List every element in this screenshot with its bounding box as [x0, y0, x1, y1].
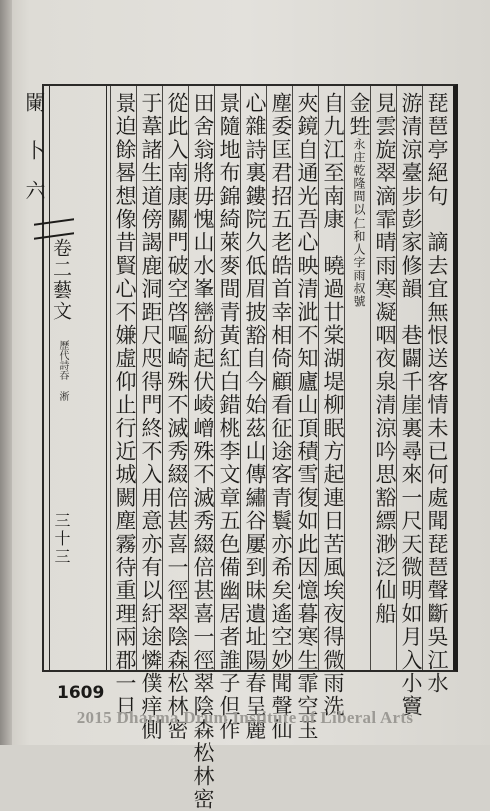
text-column-6: 夾鏡自通光吾心映清泚不知廬山頂積雪復如此因憶暮寒生霏空玉: [295, 92, 319, 742]
text-column-13: 景迫餘晷想像昔賢心不嫌虛仰止行近城闕塵霧待重理兩郡一日: [113, 92, 137, 719]
annotation-line-1: 仁和人字雨叔號: [352, 217, 366, 309]
fold-column: [66, 84, 107, 672]
author-name: 金甡: [347, 92, 371, 139]
fold-section-title: 卷二藝文: [50, 238, 72, 322]
text-column-8: 心雜詩裏鏤院久低眉披豁自今始茲山傳繡谷屢到昧遺址陽春呈麗: [243, 92, 267, 742]
text-column-9: 景隨地布錦綺萊麥間青黃紅白錯桃李文章五色備幽居者誰子但作: [217, 92, 241, 742]
text-column-3: 見雲旋翠滴霏晴雨寒凝咽夜泉清涼吟思豁縹渺泛仙船: [373, 92, 397, 626]
watermark: 2015 Dharma Drum Institute of Liberal Arts: [76, 708, 414, 727]
text-column-4-author: [346, 92, 372, 652]
fold-top-char: 䦨: [22, 92, 46, 114]
text-column-2: 游清涼臺步彭家修韻 巷闢千崖裏尋來一尺天微明如月入小竇: [399, 92, 423, 719]
text-column-10: 田舍翁將毋愧山水峯巒紛起伏崚嶒殊不滅秀綴倍甚喜一徑翠陰森松林密: [191, 92, 215, 811]
text-column-12: 于葦諸生道傍謁鹿洞距尺咫得門終不入用意亦有以紆途憐僕痒側: [139, 92, 163, 742]
fold-divider: [49, 84, 50, 672]
text-column-7: 塵委匡君招五老皓首幸相倚顧看征途客青鬟亦希矣遙空妙聞聲仙: [269, 92, 293, 742]
text-column-5: 自九江至南康 曉過廿棠湖堤柳眠方起連日苦風埃夜得微雨洗: [321, 92, 345, 719]
fold-leaf-number: 三十三: [52, 512, 71, 566]
fold-mid-char-1: 卜: [22, 140, 46, 162]
annotation-line-2: 永庄乾隆間以: [352, 138, 366, 217]
author-annotation: [353, 138, 365, 308]
fold-subtitle: 歷代詩吞 淅: [57, 340, 68, 401]
fold-mid-char-2: 六: [22, 180, 46, 202]
book-binding-shadow: [0, 0, 12, 745]
column-rule: [110, 86, 111, 670]
text-column-1: 琵琶亭絕句 謫去宜無恨送客情未已何處聞琵琶聲斷吳江水: [425, 92, 449, 696]
text-column-11: 從此入南康關門破空啓嘔崎殊不滅秀綴倍甚喜一徑翠陰森松林密: [165, 92, 189, 742]
page-number: 1609: [57, 683, 105, 703]
